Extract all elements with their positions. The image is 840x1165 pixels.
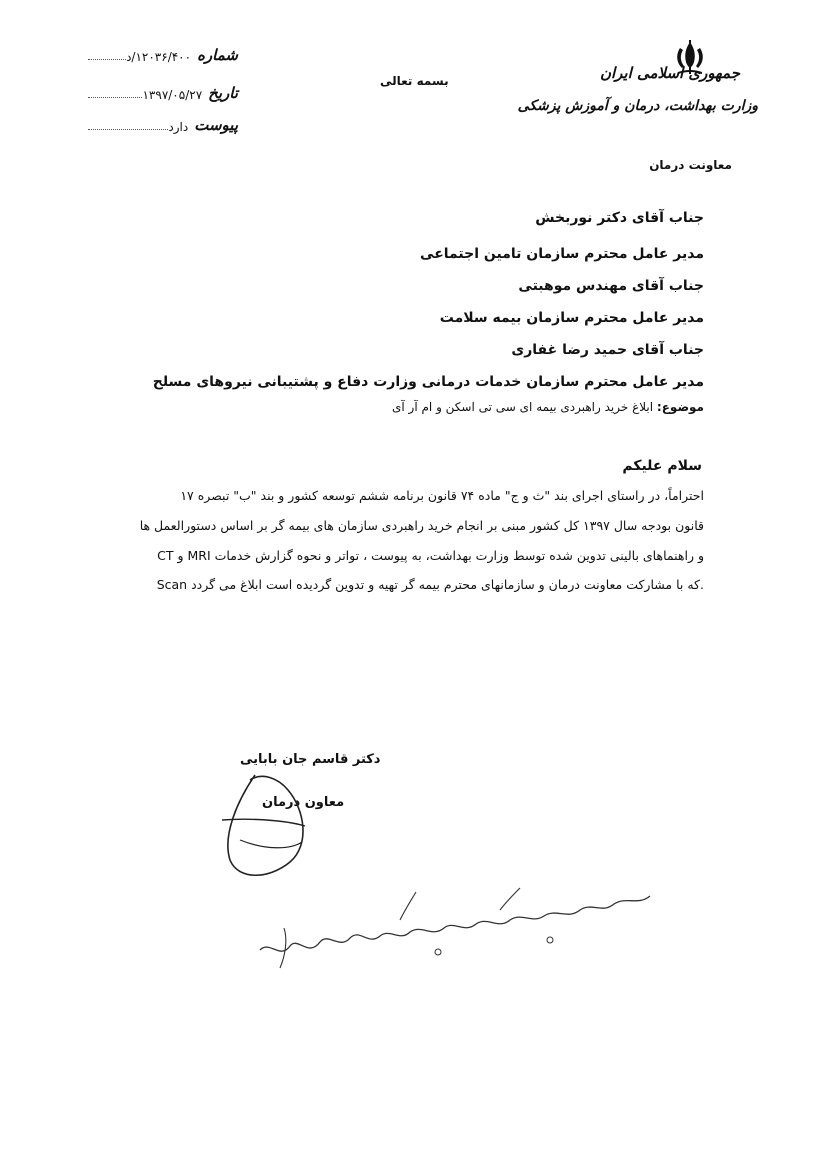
handwritten-note [250, 880, 670, 980]
date-label: تاریخ [208, 84, 238, 102]
addressee-line: مدیر عامل محترم سازمان بیمه سلامت [439, 310, 704, 326]
ministry-title: وزارت بهداشت، درمان و آموزش پزشکی [517, 98, 758, 114]
attachment-label: پیوست [194, 116, 238, 134]
bismillah: بسمه تعالی [380, 74, 449, 88]
signer-title: معاون درمان [262, 795, 345, 810]
addressee-line: مدیر عامل محترم سازمان تامین اجتماعی [420, 246, 704, 262]
subject-text: ابلاغ خرید راهبردی بیمه ای سی تی اسکن و ام آر آی [392, 400, 654, 414]
date-value: ۱۳۹۷/۰۵/۲۷ [142, 88, 203, 102]
government-title: جمهوری اسلامی ایران [599, 64, 740, 82]
subject-label: موضوع: [656, 400, 704, 414]
greeting: سلام علیکم [622, 458, 702, 474]
body-line: قانون بودجه سال ۱۳۹۷ کل کشور مبنی بر انجام خرید راهبردی سازمان های بیمه گر بر اساس دستورالعمل ها [139, 518, 704, 533]
addressee-line: جناب آقای دکتر نوربخش [535, 210, 704, 226]
number-label: شماره [197, 46, 238, 64]
signer-name: دکتر قاسم جان بابایی [240, 752, 381, 767]
addressee-line: جناب آقای مهندس موهبتی [518, 278, 704, 294]
number-value: ۱۲۰۳۶/۴۰۰/د [126, 50, 192, 64]
addressee-line: جناب آقای حمید رضا غفاری [511, 342, 704, 358]
body-line: و راهنماهای بالینی تدوین شده توسط وزارت بهداشت، به پیوست ، تواتر و نحوه گزارش خدمات MRI و CT [157, 548, 704, 563]
attachment-value: دارد [168, 120, 189, 134]
deputy-header: معاونت درمان [649, 158, 732, 172]
body-line: Scan که با مشارکت معاونت درمان و سازمانهای محترم بیمه گر تهیه و تدوین گردیده است ابلاغ می گردد. [156, 577, 704, 592]
addressee-line: مدیر عامل محترم سازمان خدمات درمانی وزارت دفاع و پشتیبانی نیروهای مسلح [152, 374, 704, 390]
body-line: احتراماً، در راستای اجرای بند "ث و ج" ماده ۷۴ قانون برنامه ششم توسعه کشور و بند "ب" تبصره ۱۷ [180, 488, 704, 503]
